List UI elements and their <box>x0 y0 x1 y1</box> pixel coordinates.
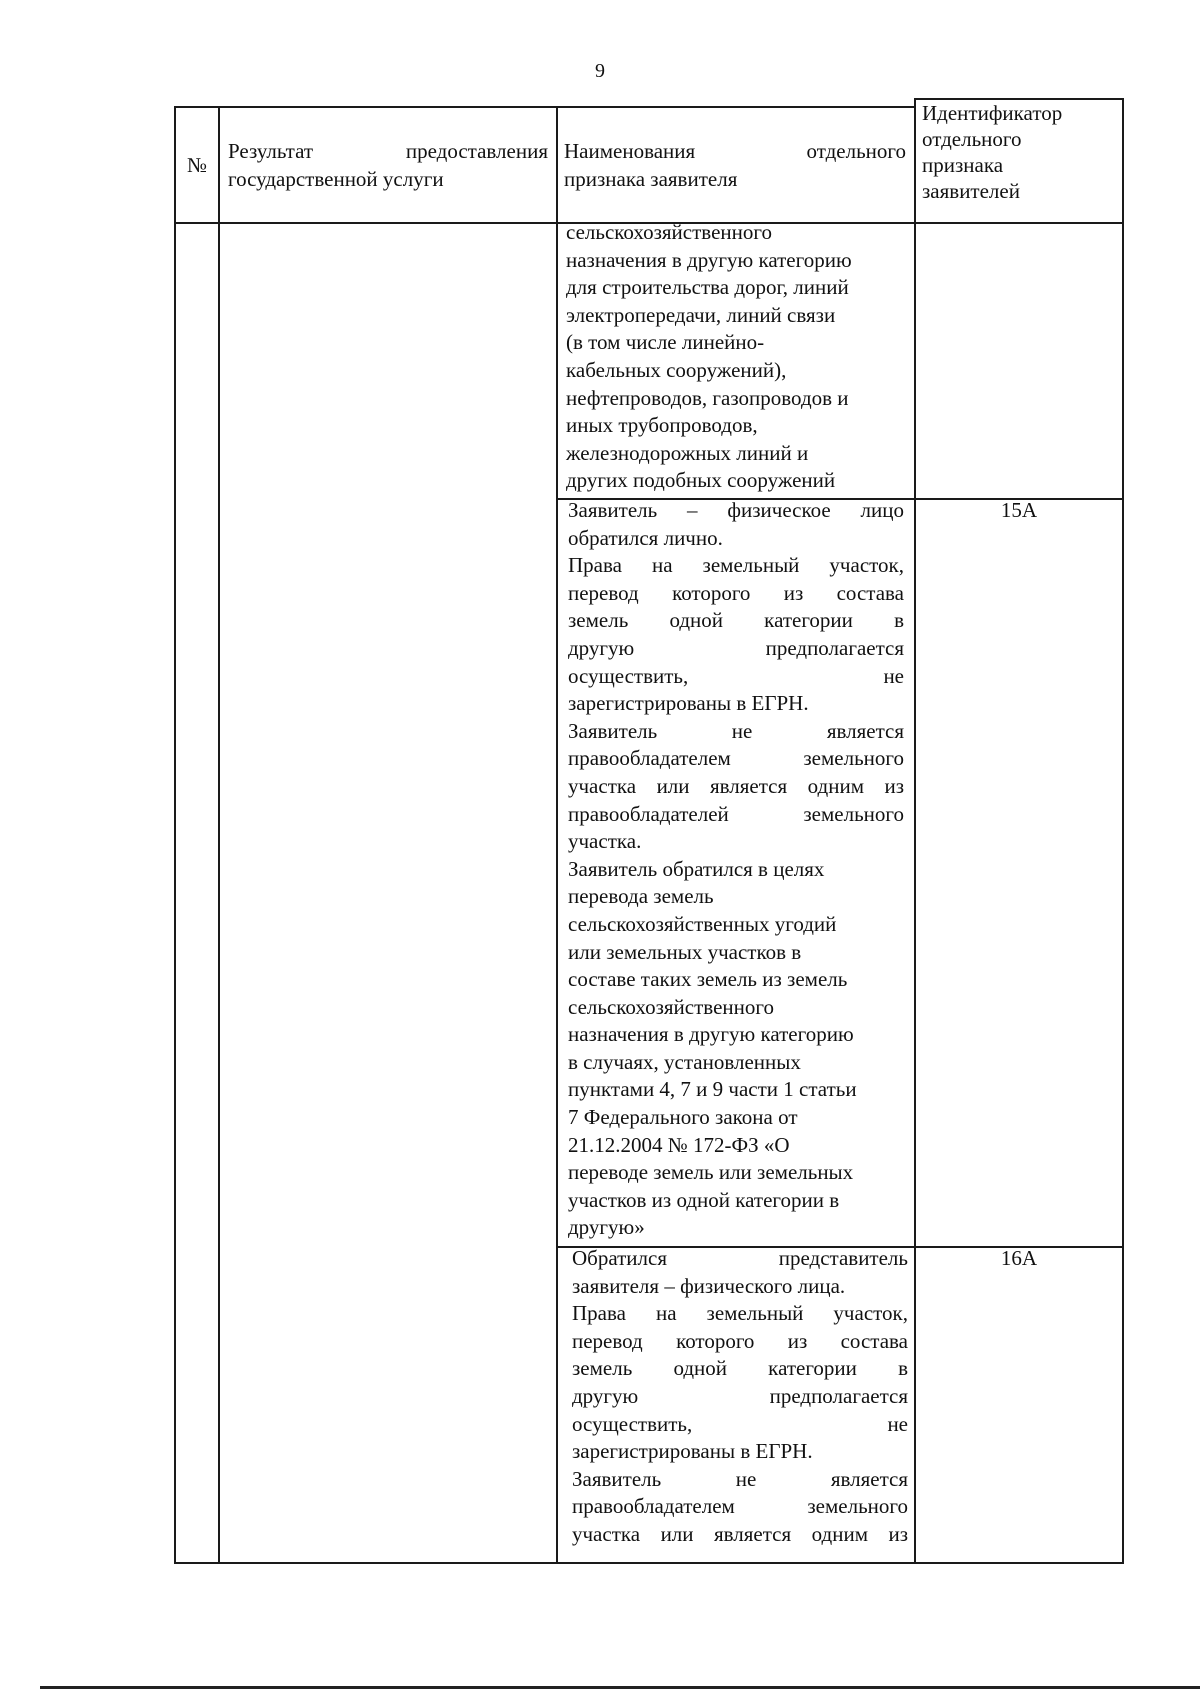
text-line: участка или является одним из <box>572 1521 908 1546</box>
text-line: сельскохозяйственного <box>566 220 772 244</box>
header-result-line: Результат предоставления <box>228 139 548 163</box>
header-id-line: отдельного <box>922 127 1022 151</box>
text-line: других подобных сооружений <box>566 468 836 493</box>
text-line: зарегистрированы в ЕГРН. <box>572 1439 813 1464</box>
text-line: Заявитель – физическое лицо <box>568 498 904 522</box>
text-line: Права на земельный участок, <box>572 1301 908 1326</box>
column-divider-3 <box>914 98 916 1564</box>
text-line: кабельных сооружений), <box>566 357 787 382</box>
text-line: нефтепроводов, газопроводов и <box>566 385 849 410</box>
text-line: перевод которого из состава <box>568 580 904 605</box>
header-id-line: признака <box>922 153 1004 177</box>
header-number: № <box>186 153 208 177</box>
text-line: осуществить, не <box>568 663 904 688</box>
table-right-border <box>1122 98 1124 1564</box>
header-criterion-id <box>922 100 1118 204</box>
text-line: электропередачи, линий связи <box>566 302 836 327</box>
text-line: участков из одной категории в <box>568 1187 840 1212</box>
text-line: назначения в другую категорию <box>568 1022 854 1047</box>
table-bottom-border <box>174 1562 1124 1564</box>
row3-criterion-id: 16А <box>1000 1246 1038 1270</box>
header-name-line: признака заявителя <box>564 166 738 191</box>
text-line: участка. <box>568 829 642 854</box>
text-line: переводе земель или земельных <box>568 1160 854 1185</box>
text-line: перевода земель <box>568 884 714 909</box>
text-line: сельскохозяйственных угодий <box>568 911 837 936</box>
table-left-border <box>174 106 176 1564</box>
text-line: иных трубопроводов, <box>566 413 758 438</box>
text-line: 7 Федерального закона от <box>568 1105 798 1130</box>
page-bottom-rule <box>40 1686 1200 1689</box>
text-line: 21.12.2004 № 172-ФЗ «О <box>568 1132 790 1157</box>
header-id-line: Идентификатор <box>922 101 1063 125</box>
text-line: осуществить, не <box>572 1411 908 1436</box>
text-line: для строительства дорог, линий <box>566 275 849 300</box>
text-line: заявителя – физического лица. <box>572 1273 846 1298</box>
header-name-line: Наименования отдельного <box>564 139 906 163</box>
text-line: сельскохозяйственного <box>568 994 774 1019</box>
row1-criterion-text <box>566 219 902 495</box>
text-line: другую предполагается <box>568 635 904 660</box>
column-divider-1 <box>218 106 220 1564</box>
text-line: другую» <box>568 1215 645 1240</box>
header-result <box>228 138 548 193</box>
page-number: 9 <box>595 60 605 82</box>
column-divider-2 <box>556 106 558 1564</box>
header-id-line: заявителей <box>922 179 1020 203</box>
text-line: назначения в другую категорию <box>566 247 852 272</box>
text-line: Права на земельный участок, <box>568 553 904 578</box>
text-line: зарегистрированы в ЕГРН. <box>568 691 809 716</box>
text-line: пунктами 4, 7 и 9 части 1 статьи <box>568 1077 857 1102</box>
text-line: Заявитель не является <box>568 718 904 743</box>
text-line: правообладателем земельного <box>572 1494 908 1519</box>
header-criterion-name <box>564 138 906 193</box>
text-line: перевод которого из состава <box>572 1328 908 1353</box>
text-line: земель одной категории в <box>572 1356 908 1381</box>
text-line: другую предполагается <box>572 1383 908 1408</box>
row3-criterion-text <box>572 1245 908 1549</box>
text-line: правообладателей земельного <box>568 801 904 826</box>
header-result-line: государственной услуги <box>228 166 444 191</box>
text-line: Заявитель не является <box>572 1466 908 1491</box>
text-line: Обратился представитель <box>572 1246 908 1270</box>
text-line: или земельных участков в <box>568 939 802 964</box>
text-line: земель одной категории в <box>568 608 904 633</box>
text-line: железнодорожных линий и <box>566 440 809 465</box>
text-line: участка или является одним из <box>568 773 904 798</box>
row2-criterion-text <box>568 497 904 1242</box>
text-line: в случаях, установленных <box>568 1049 801 1074</box>
table-top-border <box>174 106 916 108</box>
text-line: (в том числе линейно- <box>566 330 765 355</box>
text-line: Заявитель обратился в целях <box>568 856 825 881</box>
text-line: составе таких земель из земель <box>568 967 848 992</box>
applicant-criteria-table <box>174 101 1124 1564</box>
row2-criterion-id: 15А <box>1000 498 1038 522</box>
text-line: обратился лично. <box>568 525 723 550</box>
text-line: правообладателем земельного <box>568 746 904 771</box>
